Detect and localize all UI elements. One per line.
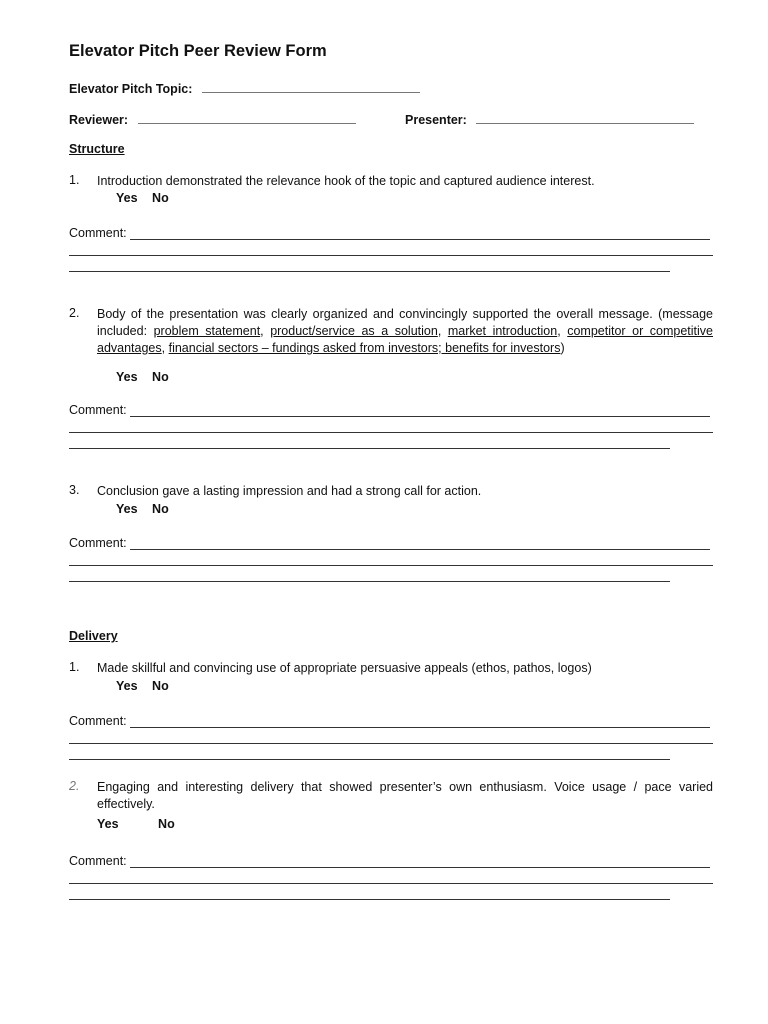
- reviewer-label: Reviewer:: [69, 113, 129, 127]
- comment-label: Comment:: [69, 714, 127, 728]
- comment-line[interactable]: [69, 432, 713, 433]
- yes-option[interactable]: Yes: [116, 191, 138, 205]
- item-text: Body of the presentation was clearly organized and convincingly supported the overall message. (message included: problem statement, product/service as a solution, market introduction, competitor or competitive advantages, financial sectors – fundings asked from investors; benefits for investors): [97, 307, 713, 355]
- item-number: 3.: [69, 483, 80, 497]
- no-option[interactable]: No: [152, 191, 169, 205]
- comment-line[interactable]: [130, 867, 710, 868]
- comment-line[interactable]: [130, 549, 710, 550]
- yes-option[interactable]: Yes: [116, 370, 138, 384]
- topic-label: Elevator Pitch Topic:: [69, 82, 193, 96]
- comment-line[interactable]: [130, 416, 710, 417]
- comment-line[interactable]: [69, 883, 713, 884]
- comment-line[interactable]: [69, 743, 713, 744]
- structure-item-1-comment: [69, 226, 713, 276]
- page-title: Elevator Pitch Peer Review Form: [69, 42, 327, 60]
- no-option[interactable]: No: [152, 679, 169, 693]
- yes-option[interactable]: Yes: [116, 679, 138, 693]
- comment-line[interactable]: [69, 581, 670, 582]
- item-number: 1.: [69, 173, 80, 187]
- comment-line[interactable]: [69, 448, 670, 449]
- item-number: 1.: [69, 660, 80, 674]
- item-text: Conclusion gave a lasting impression and had a strong call for action.: [97, 484, 482, 498]
- delivery-item-2-yes-no: [97, 817, 175, 831]
- comment-label: Comment:: [69, 226, 127, 240]
- comment-line[interactable]: [130, 239, 710, 240]
- comment-label: Comment:: [69, 854, 127, 868]
- structure-item-3: [69, 483, 713, 503]
- structure-item-1-yes-no: [116, 191, 169, 205]
- comment-line[interactable]: [130, 727, 710, 728]
- delivery-item-1-comment: [69, 714, 713, 764]
- structure-item-3-yes-no: [116, 502, 169, 516]
- item-text: Introduction demonstrated the relevance hook of the topic and captured audience interest.: [97, 174, 595, 188]
- no-option[interactable]: No: [152, 502, 169, 516]
- delivery-item-2-comment: [69, 854, 713, 904]
- structure-heading: Structure: [69, 142, 125, 156]
- review-form: [69, 0, 713, 1024]
- comment-line[interactable]: [69, 255, 713, 256]
- part-competitor: competitor or competitive advantages: [97, 324, 713, 355]
- delivery-heading: Delivery: [69, 629, 118, 643]
- topic-field: [69, 80, 420, 96]
- part-problem-statement: problem statement: [153, 324, 261, 338]
- item-text: Engaging and interesting delivery that showed presenter’s own enthusiasm. Voice usage / pace varied effectively.: [97, 780, 713, 811]
- part-financial-sectors: financial sectors – fundings asked from investors; benefits for investors: [168, 341, 561, 355]
- part-market-introduction: market introduction: [447, 324, 558, 338]
- comment-label: Comment:: [69, 536, 127, 550]
- yes-option[interactable]: Yes: [97, 817, 119, 831]
- structure-item-2: [69, 306, 713, 361]
- presenter-field: [405, 111, 694, 127]
- topic-input-line[interactable]: [202, 80, 420, 93]
- no-option[interactable]: No: [152, 370, 169, 384]
- delivery-item-1: [69, 660, 713, 680]
- structure-item-3-comment: [69, 536, 713, 586]
- reviewer-field: [69, 111, 356, 127]
- structure-item-2-comment: [69, 403, 713, 453]
- item-text-intro: Body of the presentation was clearly organized and convincingly supported the overall message. (message included:: [97, 307, 713, 338]
- delivery-item-2: [69, 779, 713, 817]
- comment-line[interactable]: [69, 271, 670, 272]
- item-text: Made skillful and convincing use of appropriate persuasive appeals (ethos, pathos, logos): [97, 661, 592, 675]
- item-text-close: ): [560, 341, 565, 355]
- reviewer-input-line[interactable]: [138, 111, 356, 124]
- no-option[interactable]: No: [158, 817, 175, 831]
- comment-line[interactable]: [69, 899, 670, 900]
- comment-label: Comment:: [69, 403, 127, 417]
- structure-item-1: [69, 173, 713, 193]
- delivery-item-1-yes-no: [116, 679, 169, 693]
- part-product-service: product/service as a solution: [270, 324, 438, 338]
- item-number: 2.: [69, 306, 80, 320]
- presenter-input-line[interactable]: [476, 111, 694, 124]
- yes-option[interactable]: Yes: [116, 502, 138, 516]
- item-number: 2.: [69, 779, 80, 793]
- presenter-label: Presenter:: [405, 113, 467, 127]
- comment-line[interactable]: [69, 565, 713, 566]
- comment-line[interactable]: [69, 759, 670, 760]
- structure-item-2-yes-no: [116, 370, 169, 384]
